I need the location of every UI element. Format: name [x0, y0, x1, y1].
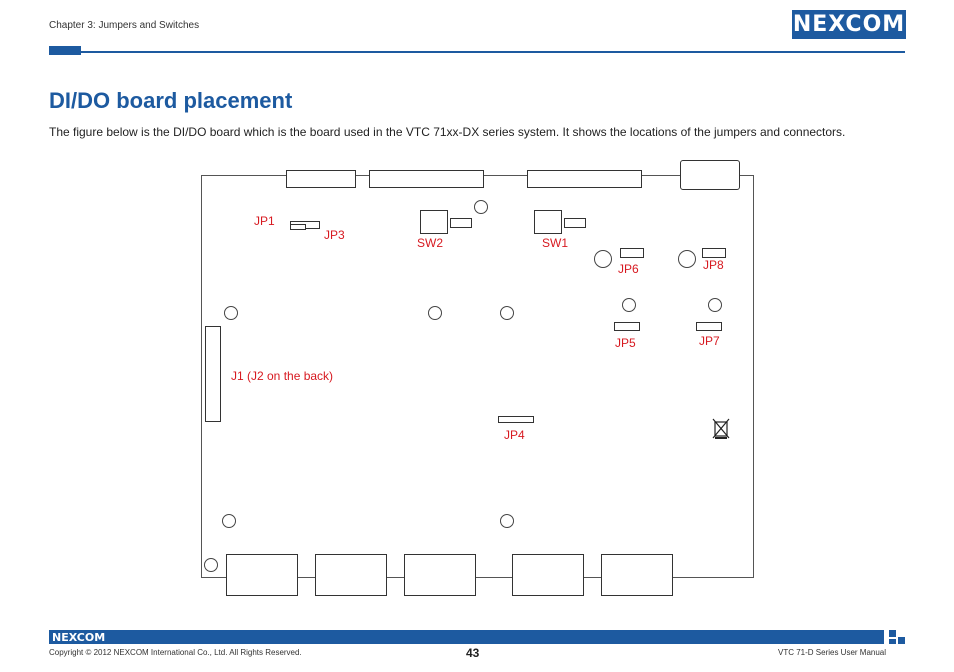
logo-text: NEXCOM [792, 12, 906, 37]
mounting-hole [204, 558, 218, 572]
footer-square [889, 639, 896, 644]
mounting-hole [708, 298, 722, 312]
header-tab [49, 46, 81, 55]
page-title: DI/DO board placement [49, 88, 293, 113]
jp6-header [620, 248, 644, 258]
jp7-header [696, 322, 722, 331]
label-sw1: SW1 [542, 236, 569, 250]
jp3-header [290, 224, 306, 230]
bottom-dsub-2 [315, 554, 387, 596]
footer-square [898, 637, 905, 644]
top-connector-1 [286, 170, 356, 188]
intro-paragraph: The figure below is the DI/DO board which is the board used in the VTC 71xx-DX series system. It shows the locations of the jumpers and connectors. [49, 125, 846, 139]
sw1-header [564, 218, 586, 228]
mounting-hole [474, 200, 488, 214]
label-sw2: SW2 [417, 236, 444, 250]
header-rule [49, 51, 905, 53]
sw2-header [450, 218, 472, 228]
sw2-switch [420, 210, 448, 234]
top-connector-3 [527, 170, 642, 188]
footer-logo: NEXCOM [52, 631, 106, 644]
weee-bin-icon [712, 418, 730, 440]
top-connector-2 [369, 170, 484, 188]
label-jp4: JP4 [504, 428, 525, 442]
bottom-dsub-3 [404, 554, 476, 596]
manual-name: VTC 71-D Series User Manual [778, 648, 887, 657]
label-jp6: JP6 [618, 262, 639, 276]
mounting-hole [428, 306, 442, 320]
sw1-switch [534, 210, 562, 234]
copyright-text: Copyright © 2012 NEXCOM International Co., Ltd. All Rights Reserved. [49, 648, 302, 657]
j1-connector [205, 326, 221, 422]
label-jp8: JP8 [703, 258, 724, 272]
nexcom-logo [792, 10, 906, 39]
mounting-hole [622, 298, 636, 312]
footer-bar [49, 630, 884, 644]
label-jp3: JP3 [324, 228, 345, 242]
label-jp5: JP5 [615, 336, 636, 350]
mounting-hole [224, 306, 238, 320]
mounting-hole [222, 514, 236, 528]
jp4-header [498, 416, 534, 423]
board-diagram [201, 175, 754, 578]
page-number: 43 [466, 646, 480, 660]
mounting-hole [500, 514, 514, 528]
label-jp1: JP1 [254, 214, 275, 228]
jp8-header [702, 248, 726, 258]
bottom-dsub-5 [601, 554, 673, 596]
label-j1: J1 (J2 on the back) [231, 369, 334, 383]
bottom-dsub-1 [226, 554, 298, 596]
footer-square [889, 630, 896, 637]
mounting-hole [500, 306, 514, 320]
mounting-hole [594, 250, 612, 268]
mounting-hole [678, 250, 696, 268]
top-dsub-connector [680, 160, 740, 190]
jp5-header [614, 322, 640, 331]
label-jp7: JP7 [699, 334, 720, 348]
chapter-title: Chapter 3: Jumpers and Switches [49, 20, 200, 31]
bottom-dsub-4 [512, 554, 584, 596]
